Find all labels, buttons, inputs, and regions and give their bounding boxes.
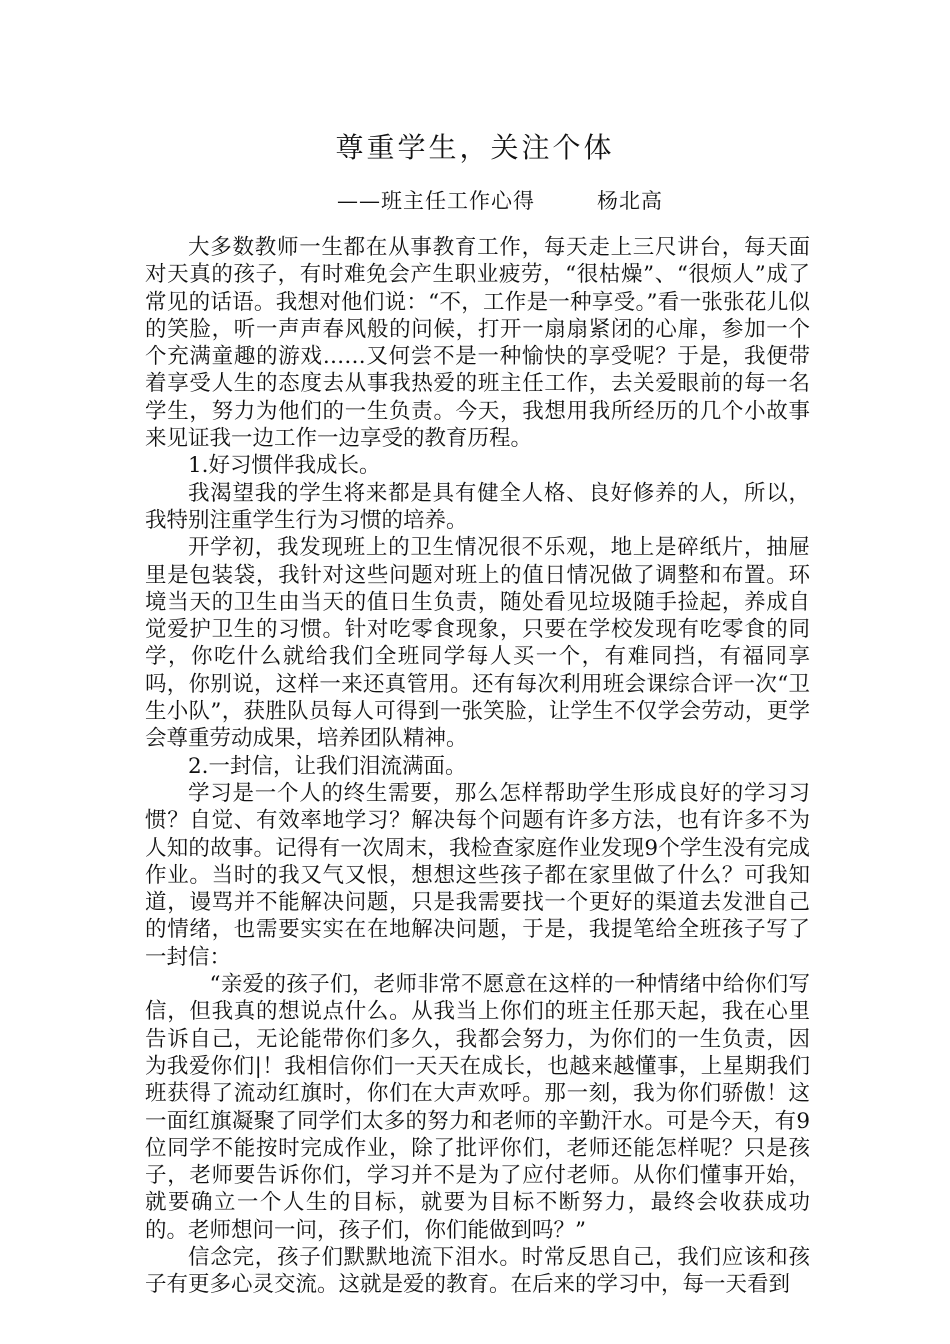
paragraph: 我渴望我的学生将来都是具有健全人格、良好修养的人，所以，我特别注重学生行为习惯的培养。 <box>145 480 810 533</box>
author-name: 杨北高 <box>597 189 663 213</box>
paragraph-intro: 大多数教师一生都在从事教育工作，每天走上三尺讲台，每天面对天真的孩子，有时难免会产生职业疲劳，“很枯燥”、“很烦人”成了常见的话语。我想对他们说：“不，工作是一种享受。”看一张张花儿似的笑脸，听一声声春风般的问候，打开一扇扇紧闭的心扉，参加一个个充满童趣的游戏……又何尝不是一种愉快的享受呢？于是，我便带着享受人生的态度去从事我热爱的班主任工作，去关爱眼前的每一名学生，努力为他们的一生负责。今天，我想用我所经历的几个小故事来见证我一边工作一边享受的教育历程。 <box>145 235 810 452</box>
letter-quote: “亲爱的孩子们，老师非常不愿意在这样的一种情绪中给你们写信，但我真的想说点什么。从我当上你们的班主任那天起，我在心里告诉自己，无论能带你们多久，我都会努力，为你们的一生负责，因为我爱你们|！我相信你们一天天在成长，也越来越懂事，上星期我们班获得了流动红旗时，你们在大声欢呼。那一刻，我为你们骄傲！这一面红旗凝聚了同学们太多的努力和老师的辛勤汗水。可是今天，有9位同学不能按时完成作业，除了批评你们，老师还能怎样呢？只是孩子，老师要告诉你们，学习并不是为了应付老师。从你们懂事开始，就要确立一个人生的目标，就要为目标不断努力，最终会收获成功的。老师想问一问，孩子们，你们能做到吗？” <box>145 972 810 1243</box>
section-heading-1: 1.好习惯伴我成长。 <box>188 453 381 479</box>
section-heading-2: 2.一封信，让我们泪流满面。 <box>188 753 467 779</box>
paragraph: 信念完，孩子们默默地流下泪水。时常反思自己，我们应该和孩子有更多心灵交流。这就是爱的教育。在后来的学习中，每一天看到 <box>145 1244 810 1298</box>
subtitle-text: ——班主任工作心得 <box>337 189 535 213</box>
paragraph: 学习是一个人的终生需要，那么怎样帮助学生形成良好的学习习惯？自觉、有效率地学习？解决每个问题有许多方法，也有许多不为人知的故事。记得有一次周末，我检查家庭作业发现9个学生没有完成作业。当时的我又气又恨，想想这些孩子都在家里做了什么？可我知道，谩骂并不能解决问题，只是我需要找一个更好的渠道去发泄自己的情绪，也需要实实在在地解决问题，于是，我提笔给全班孩子写了一封信： <box>145 780 810 970</box>
document-subtitle <box>337 186 663 216</box>
paragraph: 开学初，我发现班上的卫生情况很不乐观，地上是碎纸片，抽屉里是包装袋，我针对这些问题对班上的值日情况做了调整和布置。环境当天的卫生由当天的值日生负责，随处看见垃圾随手捡起，养成自觉爱护卫生的习惯。针对吃零食现象，只要在学校发现有吃零食的同学，你吃什么就给我们全班同学每人买一个，有难同挡，有福同享吗，你别说，这样一来还真管用。还有每次利用班会课综合评一次“卫生小队”，获胜队员每人可得到一张笑脸，让学生不仅学会劳动，更学会尊重劳动成果，培养团队精神。 <box>145 535 810 752</box>
document-title: 尊重学生，关注个体 <box>335 131 615 164</box>
document-body <box>145 234 810 1299</box>
